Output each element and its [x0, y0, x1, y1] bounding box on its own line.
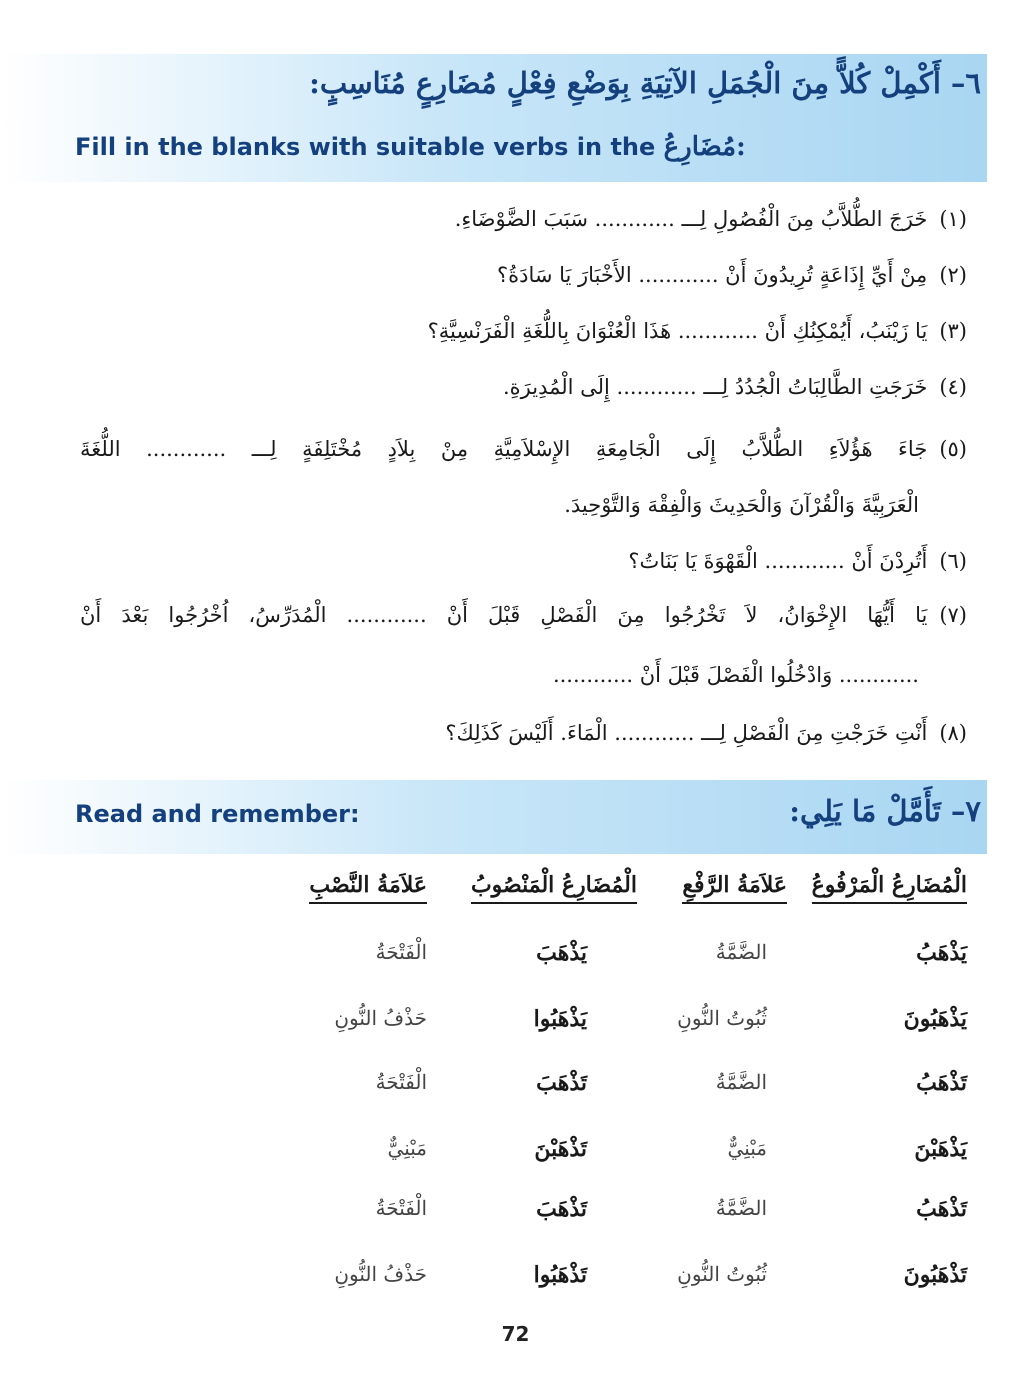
cell-raf-sign: ثُبُوتُ النُّونِ	[677, 1262, 767, 1286]
item-text: يَا زَيْنَبُ، أَيُمْكِنُكِ أَنْ ............ هَذَا الْعُنْوَانَ بِاللُّغَةِ الْفَرَنْسِيَّةِ؟	[427, 319, 928, 343]
cell-nasb-sign: الْفَتْحَةُ	[375, 1196, 427, 1220]
item-number: (٤)	[939, 375, 967, 399]
exercise7-title-arabic: ٧– تَأَمَّلْ مَا يَلِي:	[789, 794, 981, 828]
item-number: (٣)	[939, 319, 967, 343]
exercise6-title-text: أَكْمِلْ كُلاًّ مِنَ الْجُمَلِ الآتِيَةِ بِوَضْعِ فِعْلٍ مُضَارِعٍ مُنَاسِبٍ:	[309, 66, 941, 100]
exercise6-title-en-arabic-term: مُضَارِعُ:	[663, 132, 746, 162]
cell-nasb-sign: حَذْفُ النُّونِ	[334, 1006, 427, 1030]
cell-mansub: تَذْهَبْنَ	[534, 1136, 587, 1162]
cell-raf-sign: الضَّمَّةُ	[715, 1196, 767, 1220]
cell-marfu: تَذْهَبُونَ	[903, 1262, 967, 1288]
page-number: 72	[501, 1322, 530, 1346]
conjugation-table-header	[290, 872, 967, 912]
cell-raf-sign: مَبْنِيٌّ	[727, 1136, 767, 1160]
item-text: جَاءَ هَؤُلاَءِ الطُّلاَّبُ إِلَى الْجَامِعَةِ الإِسْلاَمِيَّةِ مِنْ بِلاَدٍ مُخْتَلِفَةٍ لِـــ ............ اللُّغَةَ	[80, 437, 928, 461]
exercise6-item-1	[455, 204, 967, 234]
exercise6-item-7-continuation: ............ وَادْخُلُوا الْفَصْلَ قَبْلَ أَنْ ............	[552, 663, 919, 687]
item-number: (٨)	[939, 721, 967, 745]
exercise6-item-7	[80, 600, 967, 630]
exercise6-item-5	[80, 434, 967, 464]
exercise6-item-4	[503, 372, 967, 402]
item-text: يَا أَيُّهَا الإِخْوَانُ، لاَ تَخْرُجُوا مِنَ الْفَصْلِ قَبْلَ أَنْ ............ الْمُدَرِّسُ، اُخْرُجُوا بَعْدَ أَنْ	[80, 603, 928, 627]
table-row	[290, 1262, 967, 1298]
cell-nasb-sign: الْفَتْحَةُ	[375, 940, 427, 964]
exercise6-item-5-continuation: الْعَرَبِيَّةَ وَالْقُرْآنَ وَالْحَدِيثَ وَالْفِقْهَ وَالتَّوْحِيدَ.	[564, 493, 919, 517]
header-marfu: الْمُضَارِعُ الْمَرْفُوعُ	[812, 872, 967, 904]
cell-mansub: تَذْهَبَ	[536, 1070, 587, 1096]
table-row	[290, 1006, 967, 1042]
table-row	[290, 1070, 967, 1106]
cell-raf-sign: ثُبُوتُ النُّونِ	[677, 1006, 767, 1030]
cell-mansub: يَذْهَبَ	[536, 940, 587, 966]
exercise6-title-arabic	[309, 66, 981, 100]
item-number: (٢)	[939, 263, 967, 287]
cell-mansub: تَذْهَبُوا	[533, 1262, 587, 1288]
table-row	[290, 1196, 967, 1232]
exercise6-item-3	[428, 316, 967, 346]
cell-mansub: يَذْهَبُوا	[533, 1006, 587, 1032]
cell-nasb-sign: مَبْنِيٌّ	[387, 1136, 427, 1160]
header-raf-sign: عَلاَمَةُ الرَّفْعِ	[682, 872, 787, 904]
cell-marfu: تَذْهَبُ	[916, 1196, 967, 1222]
header-nasb-sign: عَلاَمَةُ النَّصْبِ	[309, 872, 427, 904]
exercise7-title-english: Read and remember:	[75, 800, 360, 828]
cell-raf-sign: الضَّمَّةُ	[715, 1070, 767, 1094]
item-text: خَرَجَتِ الطَّالِبَاتُ الْجُدُدُ لِـــ ............ إِلَى الْمُدِيرَةِ.	[502, 375, 928, 399]
cell-marfu: يَذْهَبْنَ	[914, 1136, 967, 1162]
cell-nasb-sign: الْفَتْحَةُ	[375, 1070, 427, 1094]
table-row	[290, 1136, 967, 1172]
cell-marfu: يَذْهَبُونَ	[903, 1006, 967, 1032]
exercise6-title-en-text: Fill in the blanks with suitable verbs in the	[75, 133, 656, 161]
item-text: أَنْتِ خَرَجْتِ مِنَ الْفَصْلِ لِـــ ............ الْمَاءَ. أَلَيْسَ كَذَلِكَ؟	[445, 721, 928, 745]
table-row	[290, 940, 967, 976]
item-text: خَرَجَ الطُّلاَّبُ مِنَ الْفُصُولِ لِـــ ............ سَبَبَ الضَّوْضَاءِ.	[454, 207, 928, 231]
cell-nasb-sign: حَذْفُ النُّونِ	[334, 1262, 427, 1286]
item-text: مِنْ أَيِّ إِذَاعَةٍ تُرِيدُونَ أَنْ ............ الأَخْبَارَ يَا سَادَةُ؟	[496, 263, 928, 287]
exercise6-item-8	[445, 718, 967, 748]
item-number: (٦)	[939, 549, 967, 573]
exercise6-item-6	[628, 546, 967, 576]
item-number: (١)	[939, 207, 967, 231]
header-mansub: الْمُضَارِعُ الْمَنْصُوبُ	[471, 872, 637, 904]
cell-marfu: يَذْهَبُ	[916, 940, 967, 966]
cell-mansub: تَذْهَبَ	[536, 1196, 587, 1222]
cell-raf-sign: الضَّمَّةُ	[715, 940, 767, 964]
item-number: (٥)	[939, 437, 967, 461]
cell-marfu: تَذْهَبُ	[916, 1070, 967, 1096]
item-text: أَتُرِدْنَ أَنْ ............ الْقَهْوَةَ يَا بَنَاتُ؟	[628, 549, 928, 573]
exercise6-title-english	[75, 132, 746, 162]
exercise6-number: ٦–	[950, 66, 981, 100]
exercise6-item-2	[497, 260, 967, 290]
item-number: (٧)	[939, 603, 967, 627]
